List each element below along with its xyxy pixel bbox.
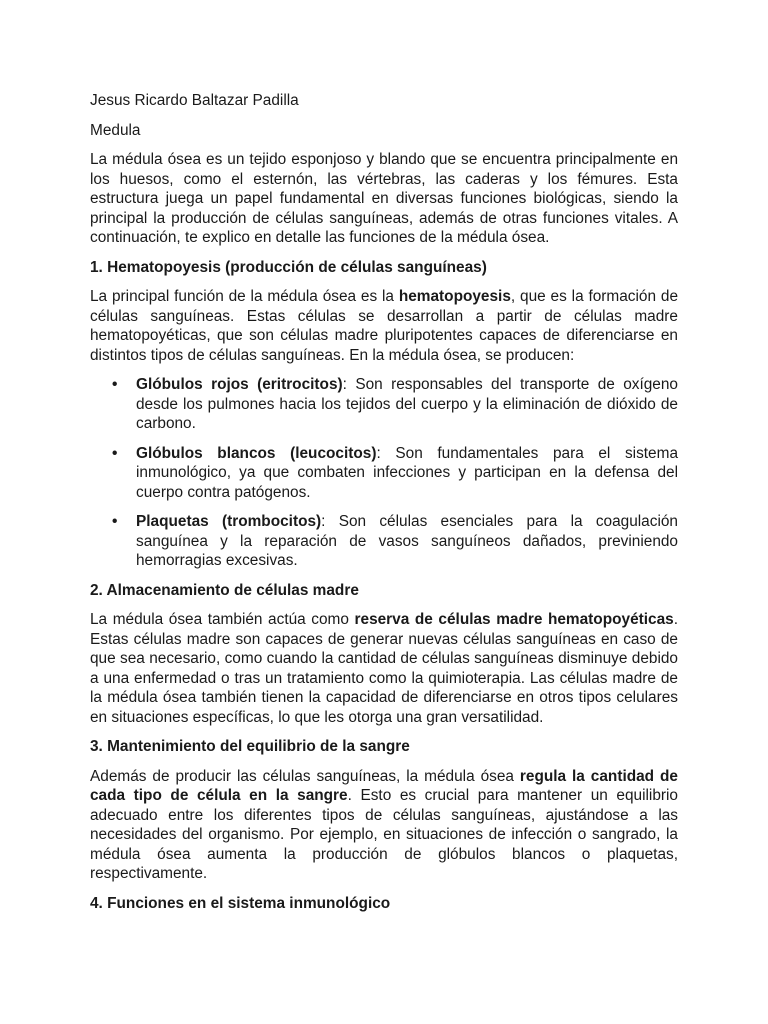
list-item-text: : Son responsables del transporte de oxígeno desde los pulmones hacia los tejidos del cuerpo y la eliminación de dióxido de carbono. <box>136 376 678 432</box>
section-1-text-start: La principal función de la médula ósea es la <box>90 288 399 305</box>
section-2-paragraph <box>90 610 678 727</box>
section-3-text-end: . Esto es crucial para mantener un equilibrio adecuado entre los diferentes tipos de células sanguíneas, ajustándose a las necesidades del organismo. Por ejemplo, en situaciones de infección o sangrado, la médula ósea aumenta la producción de glóbulos blancos o plaquetas, respectivamente. <box>90 787 678 882</box>
blood-cells-list <box>90 375 678 571</box>
list-item-plaquetas <box>90 512 678 571</box>
section-4-heading: 4. Funciones en el sistema inmunológico <box>90 894 391 912</box>
author-name: Jesus Ricardo Baltazar Padilla <box>90 92 299 109</box>
list-item-term: Glóbulos blancos (leucocitos) <box>136 444 377 462</box>
list-item-globulos-rojos <box>90 375 678 434</box>
list-item-term: Plaquetas (trombocitos) <box>136 513 322 530</box>
list-item-term: Glóbulos rojos (eritrocitos) <box>136 376 343 393</box>
list-item-text: : Son fundamentales para el sistema inmunológico, ya que combaten infecciones y participan en la defensa del cuerpo contra patógenos. <box>136 444 678 501</box>
bullet-icon: • <box>112 444 118 462</box>
section-1-paragraph <box>90 287 678 365</box>
section-2-text-end: . Estas células madre son capaces de generar nuevas células sanguíneas en caso de que sea necesario, como cuando la cantidad de células sanguíneas disminuye debido a una enfermedad o tras un tratamiento como la quimioterapia. Las células madre de la médula ósea también tienen la capacidad de diferenciarse en otros tipos celulares en situaciones específicas, lo que les otorga una gran versatilidad. <box>90 611 678 726</box>
document-title: Medula <box>90 121 141 139</box>
section-3-heading: 3. Mantenimiento del equilibrio de la sangre <box>90 738 410 755</box>
section-3-bold-term: regula la cantidad de cada tipo de célula en la sangre <box>90 767 678 804</box>
section-3-paragraph <box>90 767 678 884</box>
list-item-globulos-blancos <box>90 444 678 503</box>
section-2-bold-term: reserva de células madre hematopoyéticas <box>354 611 674 628</box>
document-page <box>90 91 678 923</box>
section-2-text-start: La médula ósea también actúa como <box>90 611 355 628</box>
section-3-text-start: Además de producir las células sanguíneas, la médula ósea <box>90 767 520 785</box>
bullet-icon: • <box>112 513 118 530</box>
section-2-heading: 2. Almacenamiento de células madre <box>90 581 359 599</box>
bullet-icon: • <box>112 376 118 393</box>
intro-paragraph: La médula ósea es un tejido esponjoso y blando que se encuentra principalmente en los huesos, como el esternón, las vértebras, las caderas y los fémures. Esta estructura juega un papel fundamental en diversas funciones biológicas, siendo la principal la producción de células sanguíneas, además de otras funciones vitales. A continuación, te explico en detalle las funciones de la médula ósea. <box>90 151 678 246</box>
section-1-text-end: , que es la formación de células sanguíneas. Estas células se desarrollan a partir de células madre hematopoyéticas, que son células madre pluripotentes capaces de diferenciarse en distintos tipos de células sanguíneas. En la médula ósea, se producen: <box>90 288 679 364</box>
section-1-heading: 1. Hematopoyesis (producción de células sanguíneas) <box>90 258 487 276</box>
list-item-text: : Son células esenciales para la coagulación sanguínea y la reparación de vasos sanguíneos dañados, previniendo hemorragias excesivas. <box>136 513 678 569</box>
section-1-bold-term: hematopoyesis <box>398 288 511 305</box>
